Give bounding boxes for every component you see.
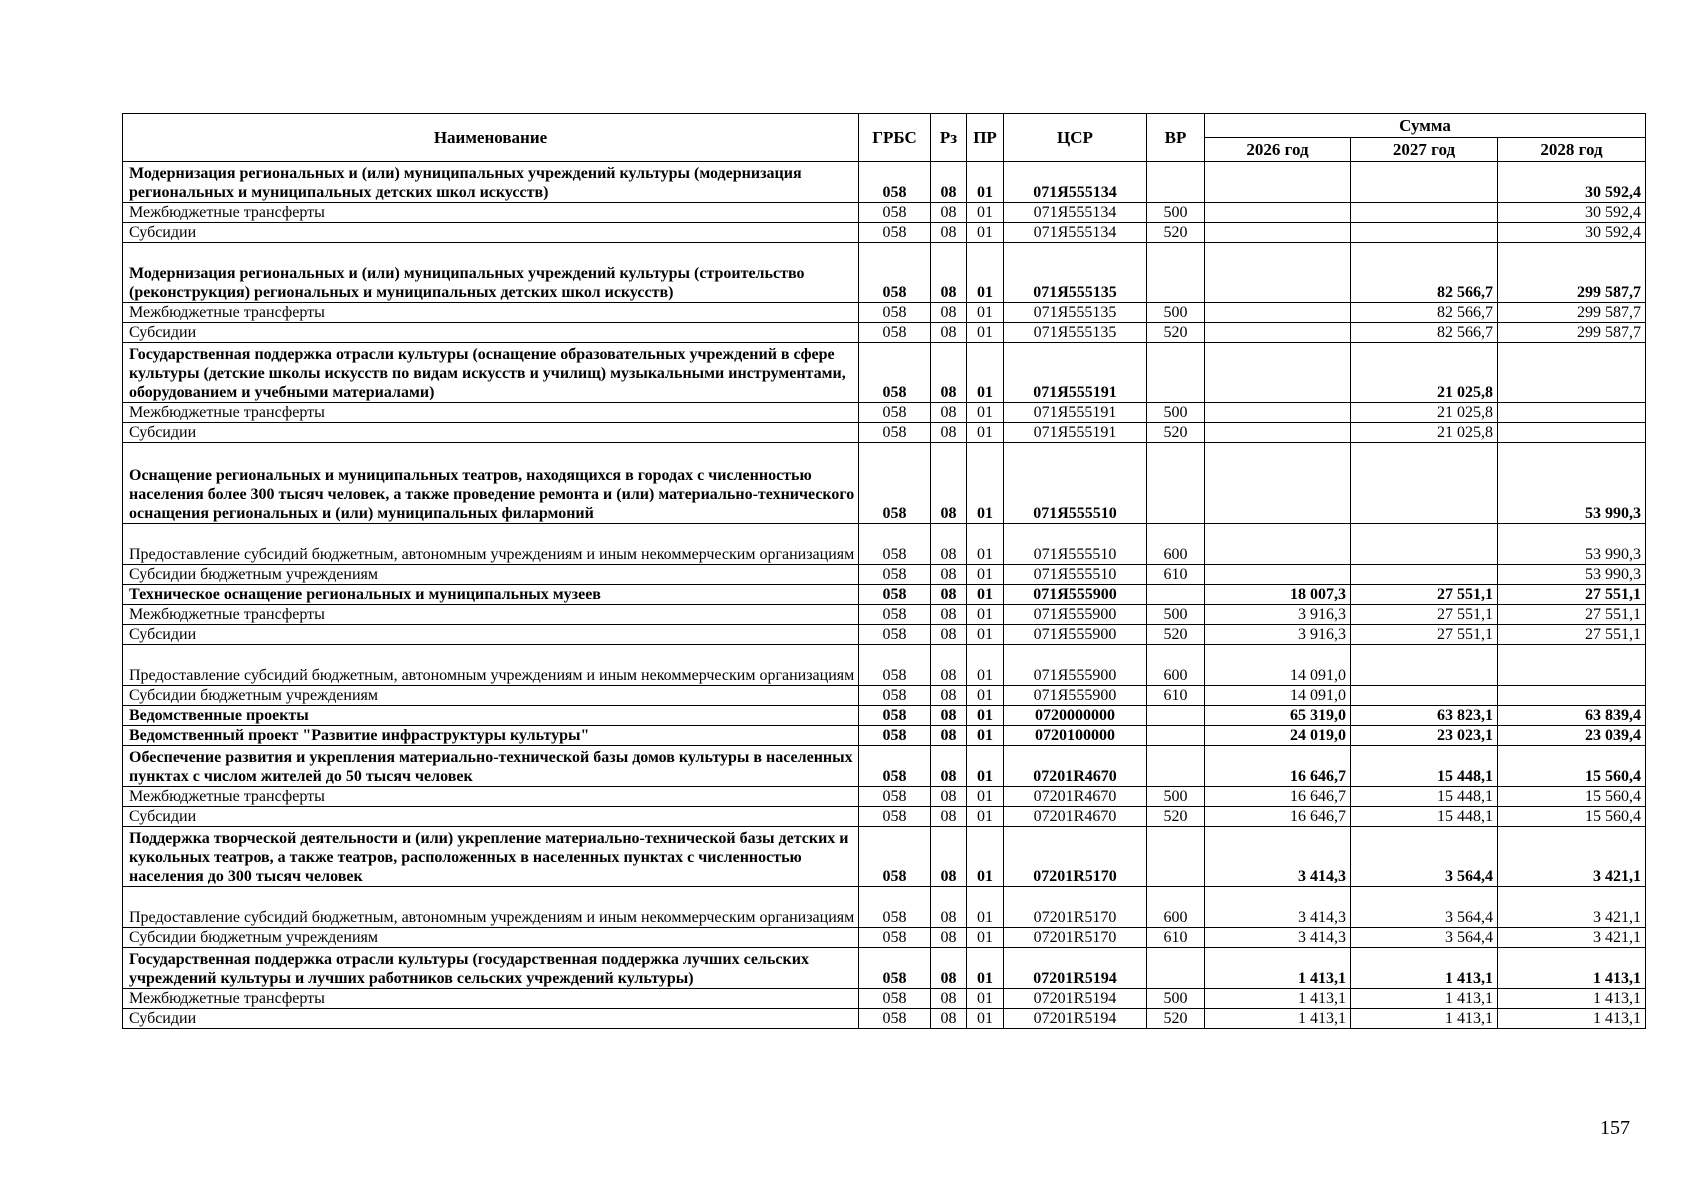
cell-pr: 01	[967, 565, 1004, 585]
cell-pr: 01	[967, 403, 1004, 423]
cell-y2028: 3 421,1	[1498, 887, 1646, 928]
cell-grbs: 058	[859, 423, 931, 443]
cell-y2028: 53 990,3	[1498, 565, 1646, 585]
cell-csr: 07201R5170	[1004, 887, 1147, 928]
cell-y2028: 3 421,1	[1498, 928, 1646, 948]
cell-csr: 071Я555134	[1004, 223, 1147, 243]
cell-vr: 500	[1147, 303, 1205, 323]
cell-y2028	[1498, 403, 1646, 423]
cell-rz: 08	[931, 807, 967, 827]
cell-y2026: 3 414,3	[1205, 887, 1351, 928]
cell-name: Ведомственный проект "Развитие инфраструктуры культуры"	[123, 726, 859, 746]
cell-y2026: 16 646,7	[1205, 746, 1351, 787]
cell-vr: 520	[1147, 223, 1205, 243]
table-header	[123, 114, 1646, 162]
cell-y2028: 27 551,1	[1498, 585, 1646, 605]
cell-grbs: 058	[859, 605, 931, 625]
cell-name: Предоставление субсидий бюджетным, автономным учреждениям и иным некоммерческим организациям	[123, 887, 859, 928]
cell-vr: 520	[1147, 1009, 1205, 1029]
cell-pr: 01	[967, 807, 1004, 827]
cell-y2026: 24 019,0	[1205, 726, 1351, 746]
cell-y2026	[1205, 443, 1351, 524]
table-row	[123, 343, 1646, 403]
table-row	[123, 403, 1646, 423]
cell-vr: 610	[1147, 565, 1205, 585]
header-rz: Рз	[931, 114, 967, 162]
cell-y2028	[1498, 423, 1646, 443]
cell-grbs: 058	[859, 746, 931, 787]
cell-y2027: 3 564,4	[1351, 887, 1498, 928]
cell-csr: 071Я555900	[1004, 686, 1147, 706]
table-row	[123, 989, 1646, 1009]
cell-y2028: 299 587,7	[1498, 243, 1646, 303]
cell-pr: 01	[967, 989, 1004, 1009]
cell-vr	[1147, 343, 1205, 403]
table-row	[123, 787, 1646, 807]
cell-csr: 0720100000	[1004, 726, 1147, 746]
cell-pr: 01	[967, 423, 1004, 443]
cell-pr: 01	[967, 524, 1004, 565]
cell-name: Ведомственные проекты	[123, 706, 859, 726]
cell-y2027	[1351, 443, 1498, 524]
cell-csr: 07201R5170	[1004, 827, 1147, 887]
cell-y2028: 30 592,4	[1498, 162, 1646, 203]
cell-rz: 08	[931, 726, 967, 746]
cell-rz: 08	[931, 323, 967, 343]
cell-pr: 01	[967, 343, 1004, 403]
cell-y2027: 1 413,1	[1351, 989, 1498, 1009]
table-row	[123, 625, 1646, 645]
cell-y2027	[1351, 645, 1498, 686]
header-2027: 2027 год	[1351, 138, 1498, 162]
cell-pr: 01	[967, 323, 1004, 343]
cell-vr: 520	[1147, 807, 1205, 827]
cell-csr: 07201R5170	[1004, 928, 1147, 948]
cell-y2026: 14 091,0	[1205, 645, 1351, 686]
cell-csr: 0720000000	[1004, 706, 1147, 726]
cell-rz: 08	[931, 787, 967, 807]
cell-vr: 600	[1147, 645, 1205, 686]
cell-csr: 071Я555134	[1004, 203, 1147, 223]
cell-pr: 01	[967, 726, 1004, 746]
cell-grbs: 058	[859, 827, 931, 887]
cell-pr: 01	[967, 887, 1004, 928]
cell-y2028: 27 551,1	[1498, 625, 1646, 645]
cell-csr: 071Я555510	[1004, 565, 1147, 585]
cell-name: Поддержка творческой деятельности и (или) укрепление материально-технической базы детских и кукольных театров, а также театров, расположенных в населенных пунктах с численностью населения до 300 тысяч человек	[123, 827, 859, 887]
cell-pr: 01	[967, 625, 1004, 645]
cell-rz: 08	[931, 565, 967, 585]
cell-pr: 01	[967, 645, 1004, 686]
cell-csr: 07201R4670	[1004, 787, 1147, 807]
cell-y2027: 3 564,4	[1351, 827, 1498, 887]
cell-y2027	[1351, 203, 1498, 223]
cell-vr: 500	[1147, 203, 1205, 223]
cell-rz: 08	[931, 625, 967, 645]
cell-csr: 07201R5194	[1004, 989, 1147, 1009]
cell-grbs: 058	[859, 807, 931, 827]
cell-grbs: 058	[859, 203, 931, 223]
cell-name: Оснащение региональных и муниципальных театров, находящихся в городах с численностью населения более 300 тысяч человек, а также проведение ремонта и (или) материально-технического оснащения региональных и (или) муниципальных филармоний	[123, 443, 859, 524]
cell-y2027: 1 413,1	[1351, 1009, 1498, 1029]
table-row	[123, 706, 1646, 726]
cell-y2028	[1498, 686, 1646, 706]
cell-y2027: 21 025,8	[1351, 423, 1498, 443]
cell-y2027: 15 448,1	[1351, 746, 1498, 787]
cell-vr: 520	[1147, 625, 1205, 645]
cell-name: Субсидии	[123, 423, 859, 443]
cell-csr: 071Я555510	[1004, 443, 1147, 524]
cell-y2026: 3 414,3	[1205, 928, 1351, 948]
table-row	[123, 807, 1646, 827]
header-grbs: ГРБС	[859, 114, 931, 162]
cell-csr: 071Я555510	[1004, 524, 1147, 565]
cell-rz: 08	[931, 928, 967, 948]
cell-pr: 01	[967, 443, 1004, 524]
table-row	[123, 243, 1646, 303]
table-row	[123, 303, 1646, 323]
cell-name: Модернизация региональных и (или) муниципальных учреждений культуры (модернизация региональных и муниципальных детских школ искусств)	[123, 162, 859, 203]
cell-pr: 01	[967, 1009, 1004, 1029]
table-row	[123, 585, 1646, 605]
cell-vr: 500	[1147, 403, 1205, 423]
cell-name: Модернизация региональных и (или) муниципальных учреждений культуры (строительство (реконструкция) региональных и муниципальных детских школ искусств)	[123, 243, 859, 303]
table-row	[123, 746, 1646, 787]
cell-csr: 071Я555135	[1004, 303, 1147, 323]
cell-pr: 01	[967, 827, 1004, 887]
cell-grbs: 058	[859, 162, 931, 203]
header-pr: ПР	[967, 114, 1004, 162]
cell-csr: 071Я555135	[1004, 243, 1147, 303]
header-2028: 2028 год	[1498, 138, 1646, 162]
cell-y2026: 3 916,3	[1205, 605, 1351, 625]
header-csr: ЦСР	[1004, 114, 1147, 162]
cell-csr: 071Я555191	[1004, 423, 1147, 443]
header-name: Наименование	[123, 114, 859, 162]
cell-rz: 08	[931, 887, 967, 928]
cell-rz: 08	[931, 443, 967, 524]
cell-y2028: 15 560,4	[1498, 807, 1646, 827]
cell-rz: 08	[931, 1009, 967, 1029]
cell-y2028: 1 413,1	[1498, 989, 1646, 1009]
cell-y2027	[1351, 162, 1498, 203]
cell-y2026	[1205, 423, 1351, 443]
cell-rz: 08	[931, 303, 967, 323]
cell-rz: 08	[931, 403, 967, 423]
cell-y2028: 30 592,4	[1498, 223, 1646, 243]
table-row	[123, 524, 1646, 565]
cell-y2028: 63 839,4	[1498, 706, 1646, 726]
cell-pr: 01	[967, 203, 1004, 223]
cell-name: Предоставление субсидий бюджетным, автономным учреждениям и иным некоммерческим организациям	[123, 645, 859, 686]
cell-name: Межбюджетные трансферты	[123, 303, 859, 323]
cell-y2026: 1 413,1	[1205, 989, 1351, 1009]
cell-y2027: 21 025,8	[1351, 343, 1498, 403]
cell-rz: 08	[931, 423, 967, 443]
cell-y2028	[1498, 343, 1646, 403]
cell-grbs: 058	[859, 625, 931, 645]
cell-csr: 07201R5194	[1004, 948, 1147, 989]
table-row	[123, 827, 1646, 887]
header-2026: 2026 год	[1205, 138, 1351, 162]
cell-y2028	[1498, 645, 1646, 686]
cell-rz: 08	[931, 645, 967, 686]
cell-y2026	[1205, 403, 1351, 423]
cell-y2027	[1351, 524, 1498, 565]
cell-y2027	[1351, 223, 1498, 243]
table-row	[123, 323, 1646, 343]
cell-y2028: 1 413,1	[1498, 1009, 1646, 1029]
cell-pr: 01	[967, 746, 1004, 787]
cell-y2026	[1205, 323, 1351, 343]
cell-grbs: 058	[859, 645, 931, 686]
cell-y2028: 1 413,1	[1498, 948, 1646, 989]
cell-y2028: 299 587,7	[1498, 303, 1646, 323]
cell-pr: 01	[967, 605, 1004, 625]
table-row	[123, 686, 1646, 706]
cell-y2027: 23 023,1	[1351, 726, 1498, 746]
cell-vr: 500	[1147, 605, 1205, 625]
table-row	[123, 1009, 1646, 1029]
cell-y2026: 3 916,3	[1205, 625, 1351, 645]
cell-pr: 01	[967, 585, 1004, 605]
cell-csr: 071Я555900	[1004, 625, 1147, 645]
cell-y2026	[1205, 565, 1351, 585]
budget-table-wrapper	[122, 113, 1645, 1029]
table-row	[123, 203, 1646, 223]
cell-y2028: 27 551,1	[1498, 605, 1646, 625]
cell-name: Государственная поддержка отрасли культуры (государственная поддержка лучших сельских учреждений культуры и лучших работников сельских учреждений культуры)	[123, 948, 859, 989]
cell-y2027: 27 551,1	[1351, 625, 1498, 645]
cell-rz: 08	[931, 162, 967, 203]
table-row	[123, 948, 1646, 989]
cell-y2027	[1351, 565, 1498, 585]
cell-y2028: 53 990,3	[1498, 524, 1646, 565]
cell-grbs: 058	[859, 565, 931, 585]
cell-pr: 01	[967, 706, 1004, 726]
cell-grbs: 058	[859, 948, 931, 989]
cell-vr	[1147, 706, 1205, 726]
cell-name: Субсидии бюджетным учреждениям	[123, 928, 859, 948]
cell-csr: 071Я555900	[1004, 645, 1147, 686]
cell-pr: 01	[967, 303, 1004, 323]
budget-table	[122, 113, 1646, 1029]
cell-y2026	[1205, 303, 1351, 323]
cell-name: Субсидии бюджетным учреждениям	[123, 686, 859, 706]
cell-y2027: 1 413,1	[1351, 948, 1498, 989]
cell-rz: 08	[931, 989, 967, 1009]
cell-y2026: 1 413,1	[1205, 1009, 1351, 1029]
cell-y2026: 3 414,3	[1205, 827, 1351, 887]
cell-name: Субсидии бюджетным учреждениям	[123, 565, 859, 585]
cell-y2028: 30 592,4	[1498, 203, 1646, 223]
cell-grbs: 058	[859, 403, 931, 423]
cell-pr: 01	[967, 243, 1004, 303]
cell-vr	[1147, 746, 1205, 787]
cell-vr	[1147, 585, 1205, 605]
cell-y2027: 27 551,1	[1351, 605, 1498, 625]
cell-name: Межбюджетные трансферты	[123, 787, 859, 807]
cell-rz: 08	[931, 746, 967, 787]
table-row	[123, 928, 1646, 948]
cell-grbs: 058	[859, 887, 931, 928]
cell-csr: 07201R4670	[1004, 746, 1147, 787]
cell-vr: 500	[1147, 989, 1205, 1009]
cell-name: Государственная поддержка отрасли культуры (оснащение образовательных учреждений в сфере культуры (детские школы искусств по видам искусств и училищ) музыкальными инструментами, оборудованием и учебными материалами)	[123, 343, 859, 403]
cell-rz: 08	[931, 948, 967, 989]
cell-rz: 08	[931, 827, 967, 887]
cell-name: Субсидии	[123, 223, 859, 243]
cell-csr: 071Я555135	[1004, 323, 1147, 343]
cell-rz: 08	[931, 605, 967, 625]
cell-csr: 071Я555191	[1004, 343, 1147, 403]
table-row	[123, 443, 1646, 524]
cell-csr: 07201R5194	[1004, 1009, 1147, 1029]
cell-rz: 08	[931, 585, 967, 605]
cell-pr: 01	[967, 686, 1004, 706]
cell-rz: 08	[931, 686, 967, 706]
header-vr: ВР	[1147, 114, 1205, 162]
cell-y2028: 23 039,4	[1498, 726, 1646, 746]
cell-csr: 071Я555900	[1004, 605, 1147, 625]
header-sum: Сумма	[1205, 114, 1646, 138]
table-row	[123, 223, 1646, 243]
cell-y2026: 18 007,3	[1205, 585, 1351, 605]
cell-y2027: 15 448,1	[1351, 787, 1498, 807]
cell-pr: 01	[967, 223, 1004, 243]
cell-name: Межбюджетные трансферты	[123, 403, 859, 423]
cell-y2026	[1205, 343, 1351, 403]
cell-vr: 500	[1147, 787, 1205, 807]
cell-vr: 520	[1147, 423, 1205, 443]
cell-name: Межбюджетные трансферты	[123, 203, 859, 223]
cell-grbs: 058	[859, 223, 931, 243]
cell-pr: 01	[967, 162, 1004, 203]
cell-name: Межбюджетные трансферты	[123, 989, 859, 1009]
cell-y2027: 82 566,7	[1351, 323, 1498, 343]
cell-rz: 08	[931, 223, 967, 243]
cell-pr: 01	[967, 948, 1004, 989]
cell-y2027	[1351, 686, 1498, 706]
cell-y2026: 1 413,1	[1205, 948, 1351, 989]
table-row	[123, 605, 1646, 625]
cell-name: Межбюджетные трансферты	[123, 605, 859, 625]
cell-vr	[1147, 827, 1205, 887]
cell-grbs: 058	[859, 323, 931, 343]
cell-y2028: 53 990,3	[1498, 443, 1646, 524]
table-row	[123, 565, 1646, 585]
page-number: 157	[1600, 1117, 1630, 1139]
cell-y2026	[1205, 524, 1351, 565]
cell-rz: 08	[931, 343, 967, 403]
cell-y2028: 299 587,7	[1498, 323, 1646, 343]
cell-pr: 01	[967, 787, 1004, 807]
cell-y2027: 63 823,1	[1351, 706, 1498, 726]
cell-csr: 07201R4670	[1004, 807, 1147, 827]
cell-name: Техническое оснащение региональных и муниципальных музеев	[123, 585, 859, 605]
cell-y2026: 65 319,0	[1205, 706, 1351, 726]
table-row	[123, 423, 1646, 443]
cell-name: Обеспечение развития и укрепления материально-технической базы домов культуры в населенных пунктах с числом жителей до 50 тысяч человек	[123, 746, 859, 787]
cell-y2026	[1205, 162, 1351, 203]
table-row	[123, 645, 1646, 686]
cell-y2027: 15 448,1	[1351, 807, 1498, 827]
cell-vr	[1147, 948, 1205, 989]
cell-rz: 08	[931, 203, 967, 223]
cell-grbs: 058	[859, 343, 931, 403]
cell-pr: 01	[967, 928, 1004, 948]
cell-name: Субсидии	[123, 807, 859, 827]
cell-name: Субсидии	[123, 323, 859, 343]
cell-y2026: 16 646,7	[1205, 787, 1351, 807]
cell-grbs: 058	[859, 726, 931, 746]
cell-grbs: 058	[859, 1009, 931, 1029]
cell-y2027: 27 551,1	[1351, 585, 1498, 605]
cell-grbs: 058	[859, 686, 931, 706]
cell-y2028: 15 560,4	[1498, 787, 1646, 807]
cell-csr: 071Я555900	[1004, 585, 1147, 605]
cell-y2026	[1205, 243, 1351, 303]
cell-vr: 600	[1147, 524, 1205, 565]
cell-rz: 08	[931, 524, 967, 565]
cell-rz: 08	[931, 706, 967, 726]
cell-grbs: 058	[859, 303, 931, 323]
cell-grbs: 058	[859, 585, 931, 605]
cell-name: Предоставление субсидий бюджетным, автономным учреждениям и иным некоммерческим организациям	[123, 524, 859, 565]
cell-vr	[1147, 162, 1205, 203]
cell-y2027: 21 025,8	[1351, 403, 1498, 423]
cell-vr: 610	[1147, 686, 1205, 706]
cell-grbs: 058	[859, 989, 931, 1009]
cell-grbs: 058	[859, 706, 931, 726]
cell-y2026	[1205, 223, 1351, 243]
cell-vr: 600	[1147, 887, 1205, 928]
table-row	[123, 726, 1646, 746]
cell-csr: 071Я555191	[1004, 403, 1147, 423]
table-row	[123, 887, 1646, 928]
cell-name: Субсидии	[123, 625, 859, 645]
cell-vr	[1147, 443, 1205, 524]
cell-grbs: 058	[859, 928, 931, 948]
cell-vr	[1147, 243, 1205, 303]
cell-grbs: 058	[859, 524, 931, 565]
cell-csr: 071Я555134	[1004, 162, 1147, 203]
cell-y2026: 16 646,7	[1205, 807, 1351, 827]
cell-name: Субсидии	[123, 1009, 859, 1029]
cell-vr: 520	[1147, 323, 1205, 343]
cell-grbs: 058	[859, 787, 931, 807]
cell-grbs: 058	[859, 243, 931, 303]
cell-vr: 610	[1147, 928, 1205, 948]
table-row	[123, 162, 1646, 203]
cell-y2026: 14 091,0	[1205, 686, 1351, 706]
cell-y2028: 3 421,1	[1498, 827, 1646, 887]
cell-y2027: 82 566,7	[1351, 303, 1498, 323]
table-body	[123, 162, 1646, 1029]
cell-y2028: 15 560,4	[1498, 746, 1646, 787]
cell-y2026	[1205, 203, 1351, 223]
cell-y2027: 3 564,4	[1351, 928, 1498, 948]
cell-vr	[1147, 726, 1205, 746]
cell-grbs: 058	[859, 443, 931, 524]
cell-rz: 08	[931, 243, 967, 303]
cell-y2027: 82 566,7	[1351, 243, 1498, 303]
